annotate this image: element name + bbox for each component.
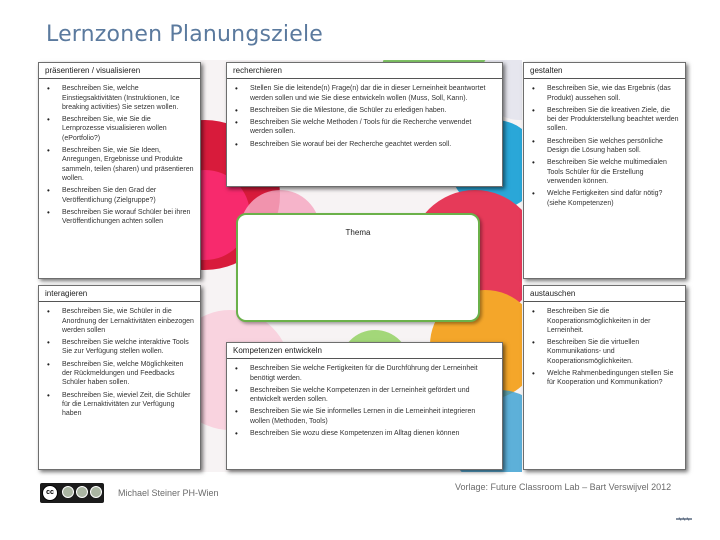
slide-nav-arrow-icon[interactable] — [676, 517, 692, 521]
list-item: • Beschreiben Sie die Milestone, die Schüler zu erledigen haben. — [233, 106, 496, 115]
list-item: • Beschreiben Sie worauf Schüler bei ihren Veröffentlichungen achten sollen — [45, 208, 194, 227]
panel-heading: recherchieren — [227, 66, 502, 79]
panel-heading: Kompetenzen entwickeln — [227, 346, 502, 359]
list-item: • Beschreiben Sie die kreativen Ziele, die bei der Produkterstellung beachtet werden sollen. — [530, 106, 679, 134]
cc-icon: cc — [42, 485, 58, 501]
panel-austauschen — [523, 285, 686, 470]
thema-label: Thema — [345, 228, 371, 237]
list-item: • Beschreiben Sie wie Sie informelles Lernen in die Lerneinheit integrieren wollen (Methoden, Tools) — [233, 407, 496, 426]
list-item: • Beschreiben Sie welche interaktive Tools Sie zur Verfügung stellen wollen. — [45, 338, 194, 357]
page-title: Lernzonen Planungsziele — [46, 22, 323, 47]
list-item: • Beschreiben Sie die virtuellen Kommunikations- und Kooperationsmöglichkeiten. — [530, 338, 679, 366]
list-item: • Beschreiben Sie, wieviel Zeit, die Schüler für die Lernaktivitäten zur Verfügung haben — [45, 391, 194, 419]
list-item: • Beschreiben Sie worauf bei der Recherche geachtet werden soll. — [233, 140, 496, 149]
list-item: • Beschreiben Sie die Kooperationsmöglichkeiten in der Lerneinheit. — [530, 307, 679, 335]
list-item: • Beschreiben Sie, wie Schüler in die Anordnung der Lernaktivitäten einbezogen werden sollen — [45, 307, 194, 335]
panel-heading: interagieren — [39, 289, 200, 302]
footer-credits — [40, 483, 219, 503]
panel-interagieren — [38, 285, 201, 470]
list-item: • Beschreiben Sie, welche Möglichkeiten der Rückmeldungen und Feedbacks Schüler haben sollen. — [45, 360, 194, 388]
list-item: • Beschreiben Sie welche Kompetenzen in der Lerneinheit gefördert und entwickelt werden sollen. — [233, 386, 496, 405]
panel-gestalten — [523, 62, 686, 279]
panel-praesentieren — [38, 62, 201, 279]
panel-heading: präsentieren / visualisieren — [39, 66, 200, 79]
list-item: • Beschreiben Sie wozu diese Kompetenzen im Alltag dienen können — [233, 429, 496, 438]
by-icon — [62, 486, 74, 498]
panel-kompetenzen — [226, 342, 503, 470]
list-item: • Welche Fertigkeiten sind dafür nötig? (siehe Kompetenzen) — [530, 189, 679, 208]
panel-recherchieren — [226, 62, 503, 187]
list-item: • Welche Rahmenbedingungen stellen Sie für Kooperation und Kommunikation? — [530, 369, 679, 388]
source-credit: Vorlage: Future Classroom Lab – Bart Verswijvel 2012 — [455, 482, 672, 492]
list-item: • Beschreiben Sie, wie das Ergebnis (das Produkt) aussehen soll. — [530, 84, 679, 103]
panel-heading: gestalten — [524, 66, 685, 79]
nc-icon — [76, 486, 88, 498]
list-item: • Beschreiben Sie welche Methoden / Tools für die Recherche verwendet werden sollen. — [233, 118, 496, 137]
list-item: • Beschreiben Sie welche multimedialen Tools Schüler für die Erstellung verwenden können. — [530, 158, 679, 186]
list-item: • Beschreiben Sie welche Fertigkeiten für die Durchführung der Lerneinheit benötigt werden. — [233, 364, 496, 383]
cc-license-badge[interactable] — [40, 483, 104, 503]
list-item: • Beschreiben Sie welches persönliche Design die Lösung haben soll. — [530, 137, 679, 156]
thema-box[interactable] — [236, 213, 480, 322]
list-item: • Beschreiben Sie den Grad der Veröffentlichung (Zielgruppe?) — [45, 186, 194, 205]
list-item: • Beschreiben Sie, wie Sie Ideen, Anregungen, Ergebnisse und Produkte sammeln, teilen (sharen) und präsentieren wollen. — [45, 146, 194, 183]
list-item: • Stellen Sie die leitende(n) Frage(n) dar die in dieser Lerneinheit beantwortet werden sollen und wie Sie diese entwickeln wollen (Muss, Soll, Kann). — [233, 84, 496, 103]
list-item: • Beschreiben Sie, wie Sie die Lernprozesse visualisieren wollen (ePortfolio?) — [45, 115, 194, 143]
panel-heading: austauschen — [524, 289, 685, 302]
author-credit: Michael Steiner PH-Wien — [118, 488, 219, 498]
list-item: • Beschreiben Sie, welche Einstiegsaktivitäten (Instruktionen, Ice breaking activities) Sie setzen wollen. — [45, 84, 194, 112]
sa-icon — [90, 486, 102, 498]
